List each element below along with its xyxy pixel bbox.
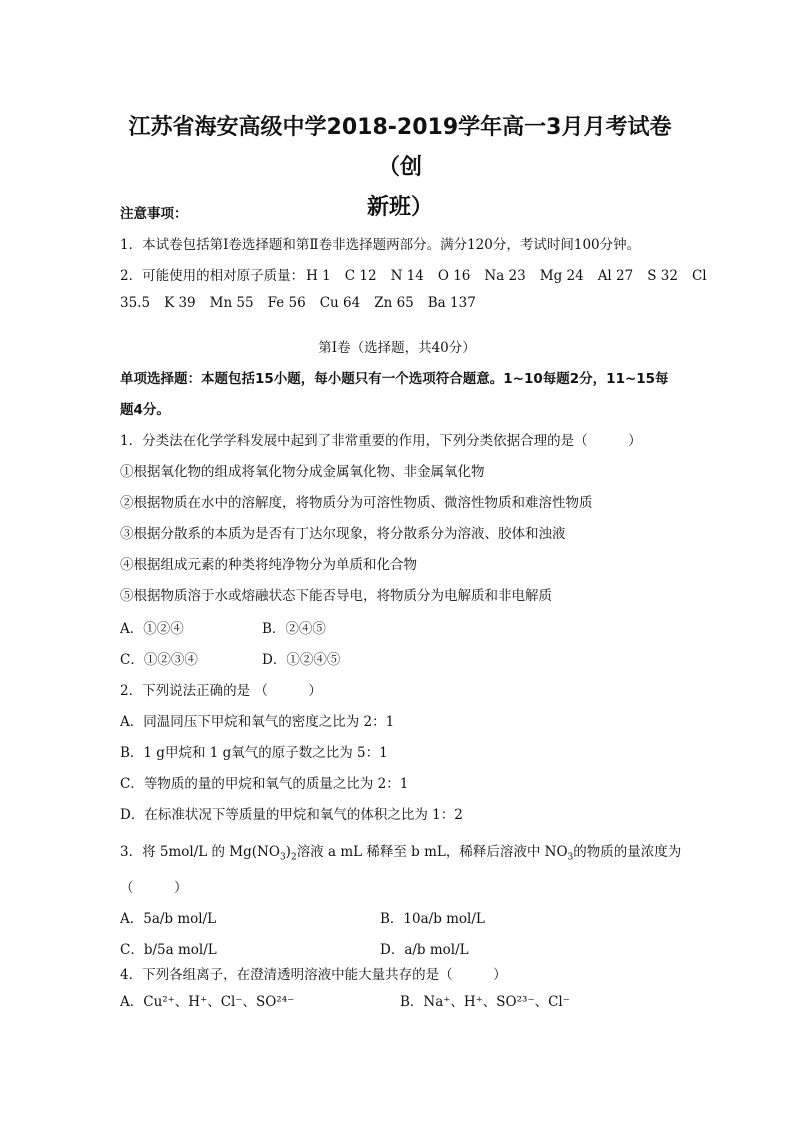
q3-stem-part-b: ) [285, 844, 291, 860]
q3-answer-paren: （ ） [120, 880, 188, 896]
q1-item-3: ③根据分散系的本质为是否有丁达尔现象，将分散系分为溶液、胶体和浊液 [120, 526, 566, 542]
mass-cl-value: 35.5 [120, 295, 151, 311]
q2-option-b: B．1 g甲烷和 1 g氧气的原子数之比为 5：1 [120, 745, 388, 761]
mass-cu: Cu 64 [319, 295, 361, 311]
q3-option-b: B．10a/b mol/L [380, 911, 485, 927]
exam-title [110, 108, 690, 228]
q3-subscript-3: 3 [567, 852, 574, 863]
notice-item-1: 1．本试卷包括第Ⅰ卷选择题和第Ⅱ卷非选择题两部分。满分120分，考试时间100分钟。 [120, 237, 641, 253]
mass-n: N 14 [390, 268, 424, 284]
section-instructions-2: 题4分。 [120, 402, 170, 418]
q2-option-a: A．同温同压下甲烷和氧气的密度之比为 2：1 [120, 714, 395, 730]
q3-option-c: C．b/5a mol/L [120, 942, 217, 958]
notice-item-2-prefix: 2．可能使用的相对原子质量： [120, 268, 305, 284]
q3-stem-part-d: 的物质的量浓度为 [573, 844, 682, 860]
q1-stem: 1．分类法在化学学科发展中起到了非常重要的作用，下列分类依据合理的是（ ） [120, 433, 642, 449]
notice-item-2-cont [120, 295, 490, 311]
q2-option-c: C．等物质的量的甲烷和氧气的质量之比为 2：1 [120, 776, 409, 792]
mass-ba: Ba 137 [427, 295, 476, 311]
q4-stem: 4．下列各组离子，在澄清透明溶液中能大量共存的是（ ） [120, 967, 507, 983]
q1-item-1: ①根据氧化物的组成将氧化物分成金属氧化物、非金属氧化物 [120, 464, 485, 480]
section-instructions-1: 单项选择题：本题包括15小题，每小题只有一个选项符合题意。1~10每题2分，11~15每 [120, 371, 669, 387]
notice-heading: 注意事项： [120, 206, 188, 222]
q1-item-5: ⑤根据物质溶于水或熔融状态下能否导电，将物质分为电解质和非电解质 [120, 588, 552, 604]
q3-subscript-1: 3 [279, 852, 286, 863]
q3-stem [120, 840, 681, 863]
mass-mn: Mn 55 [209, 295, 254, 311]
mass-h: H 1 [306, 268, 331, 284]
q2-option-d: D．在标准状况下等质量的甲烷和氧气的体积之比为 1：2 [120, 807, 463, 823]
q3-subscript-2: 2 [290, 852, 297, 863]
title-line-2: 新班） [366, 195, 433, 220]
q1-option-d: D．①②④⑤ [262, 652, 341, 668]
mass-fe: Fe 56 [267, 295, 306, 311]
q1-option-a: A．①②④ [120, 621, 184, 637]
mass-s: S 32 [647, 268, 678, 284]
q1-item-4: ④根据组成元素的种类将纯净物分为单质和化合物 [120, 557, 417, 573]
section-heading: 第Ⅰ卷（选择题，共40分） [318, 340, 476, 356]
mass-o: O 16 [437, 268, 471, 284]
notice-item-2 [120, 264, 721, 284]
mass-al: Al 27 [597, 268, 634, 284]
q2-stem: 2．下列说法正确的是 （ ） [120, 683, 322, 699]
q1-option-c: C．①②③④ [120, 652, 198, 668]
mass-c: C 12 [344, 268, 377, 284]
mass-na: Na 23 [484, 268, 526, 284]
title-line-1: 江苏省海安高级中学2018-2019学年高一3月月考试卷（创 [128, 115, 672, 180]
mass-zn: Zn 65 [374, 295, 414, 311]
q4-option-b: B．Na⁺、H⁺、SO²³⁻、Cl⁻ [400, 994, 570, 1010]
mass-k: K 39 [164, 295, 196, 311]
q3-option-d: D．a/b mol/L [380, 942, 469, 958]
q4-option-a: A．Cu²⁺、H⁺、Cl⁻、SO²⁴⁻ [120, 994, 295, 1010]
q3-stem-part-c: 溶液 a mL 稀释至 b mL，稀释后溶液中 NO [296, 844, 568, 860]
q3-option-a: A．5a/b mol/L [120, 911, 217, 927]
q1-option-b: B．②④⑤ [262, 621, 326, 637]
q1-item-2: ②根据物质在水中的溶解度，将物质分为可溶性物质、微溶性物质和难溶性物质 [120, 495, 593, 511]
q3-stem-part-a: 3．将 5mol/L 的 Mg(NO [120, 844, 280, 860]
mass-mg: Mg 24 [539, 268, 584, 284]
mass-cl: Cl [691, 268, 707, 284]
